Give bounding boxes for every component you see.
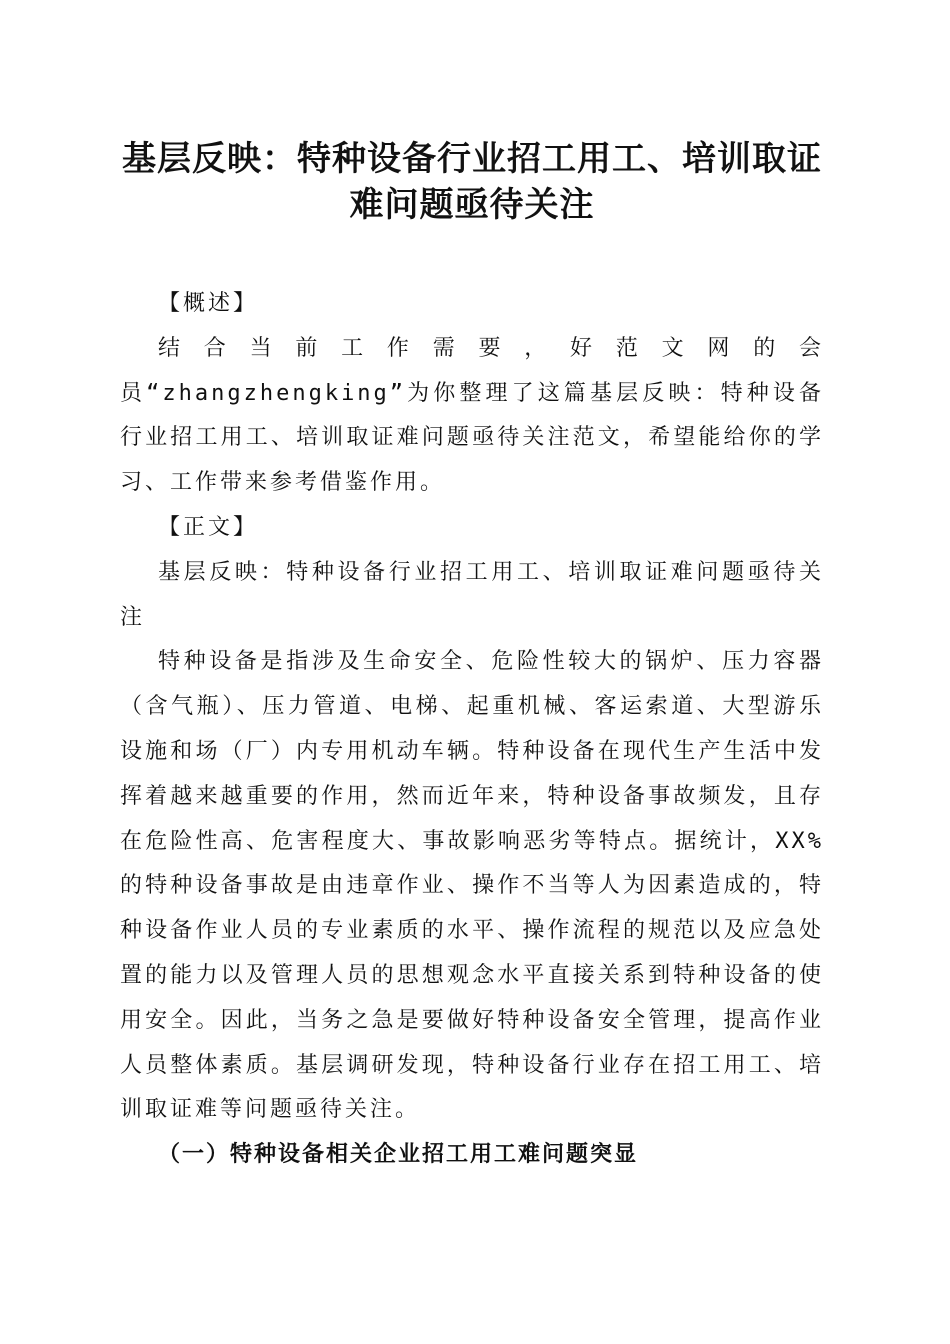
document-page: [120, 136, 824, 1178]
document-title: [120, 136, 824, 228]
title-line-1: 基层反映：特种设备行业招工用工、培训取证: [122, 139, 822, 179]
section-heading: （一）特种设备相关企业招工用工难问题突显: [158, 1142, 639, 1168]
title-line-2: 难问题亟待关注: [349, 185, 595, 225]
body-label: 【正文】: [158, 514, 259, 540]
document-body: [120, 282, 824, 1178]
body-paragraph: 特种设备是指涉及生命安全、危险性较大的锅炉、压力容器（含气瓶）、压力管道、电梯、起重机械、客运索道、大型游乐设施和场（厂）内专用机动车辆。特种设备在现代生产生活中发挥着越来越重要的作用，然而近年来，特种设备事故频发，且存在危险性高、危害程度大、事故影响恶劣等特点。据统计，XX%的特种设备事故是由违章作业、操作不当等人为因素造成的，特种设备作业人员的专业素质的水平、操作流程的规范以及应急处置的能力以及管理人员的思想观念水平直接关系到特种设备的使用安全。因此，当务之急是要做好特种设备安全管理，提高作业人员整体素质。基层调研发现，特种设备行业存在招工用工、培训取证难等问题亟待关注。: [120, 649, 824, 1123]
summary-label: 【概述】: [158, 291, 259, 316]
body-subtitle: 基层反映：特种设备行业招工用工、培训取证难问题亟待关注: [120, 559, 824, 630]
summary-paragraph: 结合当前工作需要，好范文网的会员“zhangzhengking”为你整理了这篇基层反映：特种设备行业招工用工、培训取证难问题亟待关注范文，希望能给你的学习、工作带来参考借鉴作用。: [120, 335, 824, 496]
